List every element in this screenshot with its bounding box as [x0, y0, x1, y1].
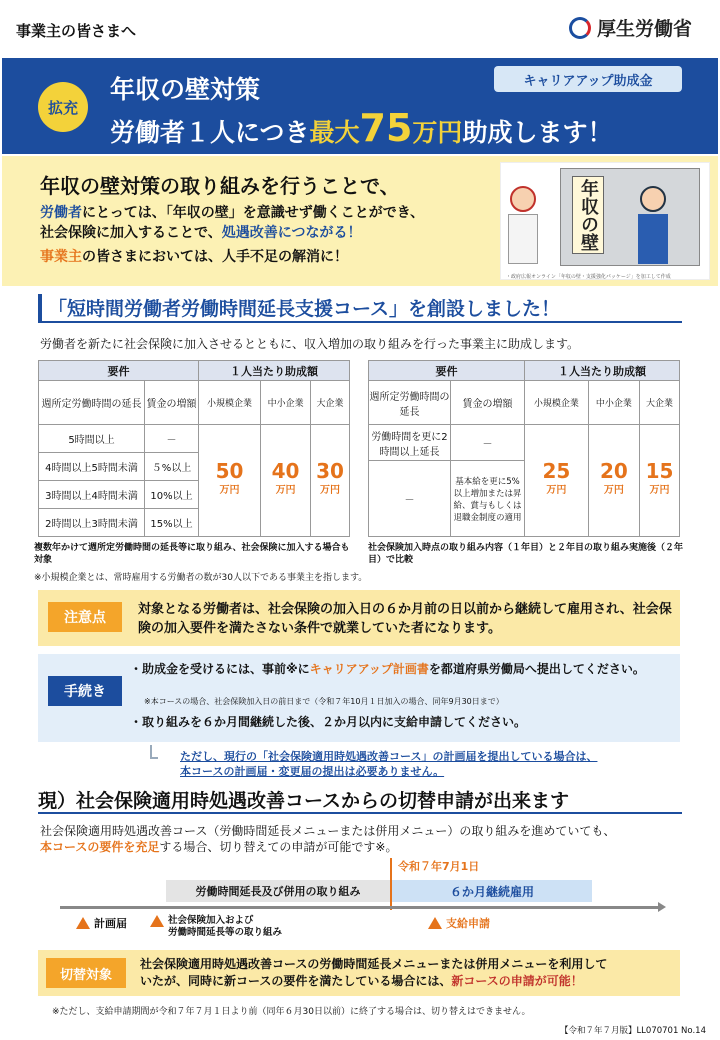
timeline-arrow-icon [658, 902, 666, 912]
table-b-col-wage: 賃金の増額 [451, 381, 525, 425]
attention-text: 対象となる労働者は、社会保険の加入日の６か月前の日以前から継続して雇用され、社会保険の加入要件を満たさない条件で就業していた者になります。 [138, 602, 672, 636]
table-a-value-mid: 40 万円 [261, 425, 311, 537]
timeline-date: 令和７年7月1日 [398, 860, 480, 873]
intro-title: 年収の壁対策の取り組みを行うことで、 [40, 174, 400, 198]
table-cell: 10%以上 [145, 481, 199, 509]
expansion-badge: 拡充 [38, 82, 88, 132]
table-b-req-header: 要件 [369, 361, 525, 381]
intro-l1-text: にとっては、「年収の壁」を意識せず働くことができ、 [82, 205, 425, 221]
table-b-amount-header: １人当たり助成額 [525, 361, 680, 381]
table-b-large: 大企業 [640, 381, 680, 425]
career-up-tag: キャリアアップ助成金 [494, 66, 682, 92]
intro-line-1 [40, 202, 424, 222]
requirement-highlight: 本コースの要件を充足 [40, 840, 160, 854]
header-addressee: 事業主の皆さまへ [16, 22, 137, 40]
table-a-req-header: 要件 [39, 361, 199, 381]
timeline-phase-employment: ６か月継続雇用 [392, 880, 592, 902]
table-a-col-wage: 賃金の増額 [145, 381, 199, 425]
intro-line-2 [40, 222, 361, 242]
table-b-value-large: 15 万円 [640, 425, 680, 537]
triangle-icon [428, 917, 442, 929]
section2-title: 現）社会保険適用時処遇改善コースからの切替申請が出来ます [38, 790, 570, 812]
section1-desc: 労働者を新たに社会保険に加入させるとともに、収入増加の取り組みを行った事業主に助成します。 [40, 337, 580, 351]
attention-label: 注意点 [48, 602, 122, 632]
table-a-small: 小規模企業 [199, 381, 261, 425]
table-a-value-large: 30 万円 [311, 425, 350, 537]
grant-table-b [368, 360, 680, 537]
switch-text: 社会保険適用時処遇改善コースの労働時間延長メニューまたは併用メニューを利用して いたが、同時に新コースの要件を満たしている場合には、新コースの申請が可能！ [140, 957, 608, 988]
table-b-mid: 中小企業 [588, 381, 639, 425]
intro-l2-text: 社会保険に加入することで、 [40, 225, 222, 241]
ministry-name: 厚生労働省 [596, 18, 692, 40]
banner-title: 年収の壁対策 [110, 75, 261, 104]
timeline-milestone-apply: 支給申請 [428, 915, 490, 931]
switch-label: 切替対象 [46, 958, 126, 988]
table-cell: ５%以上 [145, 453, 199, 481]
table-b-col-hours: 週所定労働時間の延長 [369, 381, 451, 425]
procedure-small-note: ※本コースの場合、社会保険加入日の前日まで（令和７年10月１日加入の場合、同年9月30日まで） [144, 697, 504, 706]
timeline-milestone-enroll: 社会保険加入および 労働時間延長等の取り組み [150, 915, 282, 939]
banner-amount: 75 [359, 106, 413, 150]
banner-unit: 万円 [412, 118, 463, 147]
timeline-phase-extension: 労働時間延長及び併用の取り組み [166, 880, 390, 902]
table-row: － [369, 461, 451, 537]
table-row: 5時間以上 [39, 425, 145, 453]
procedure-label: 手続き [48, 676, 122, 706]
section2-divider [38, 812, 682, 814]
table-cell: 15%以上 [145, 509, 199, 537]
section2-desc: 社会保険適用時処遇改善コース（労働時間延長メニューまたは併用メニュー）の取り組みを進めていても、 本コースの要件を充足する場合、切り替えての申請が可能です※。 [40, 824, 616, 854]
employer-figure [506, 186, 540, 270]
intro-employer: 事業主 [40, 249, 82, 265]
procedure-step-2: ・取り組みを６か月間継続した後、２か月以内に支給申請してください。 [130, 715, 527, 729]
table-cell: － [451, 425, 525, 461]
wall-sign: 年収の壁 [572, 176, 604, 254]
timeline-milestone-plan: 計画届 [76, 915, 127, 931]
table-row: 4時間以上5時間未満 [39, 453, 145, 481]
table-b-note: 社会保険加入時点の取り組み内容（１年目）と２年目の取り組み実施後（２年目）で比較 [368, 543, 684, 565]
table-row: 2時間以上3時間未満 [39, 509, 145, 537]
table-a-mid: 中小企業 [261, 381, 311, 425]
table-row: 3時間以上4時間未満 [39, 481, 145, 509]
table-b-value-mid: 20 万円 [588, 425, 639, 537]
ministry-logo-icon [569, 17, 591, 39]
table-a-large: 大企業 [311, 381, 350, 425]
table-b-value-small: 25 万円 [525, 425, 589, 537]
procedure-note: ただし、現行の「社会保険適用時処遇改善コース」の計画届を提出している場合は、 本コースの計画届・変更届の提出は必要ありません。 [180, 750, 598, 778]
small-company-note: ※小規模企業とは、常時雇用する労働者の数が30人以下である事業主を指します。 [34, 573, 368, 583]
illustration-credit: ・政府広報オンライン「年収の壁・支援強化パッケージ」を加工して作成 [506, 274, 671, 280]
ministry-logo [569, 14, 692, 41]
intro-worker: 労働者 [40, 205, 82, 221]
version-label: 【令和７年７月版】LL070701 No.14 [559, 1026, 706, 1036]
banner-subtitle [110, 106, 612, 150]
footer-note: ※ただし、支給申請期間が令和７年７月１日より前（同年６月30日以前）に終了する場合は、切り替えはできません。 [52, 1007, 531, 1017]
table-cell: － [145, 425, 199, 453]
banner-per-worker: 労働者１人につき [110, 118, 310, 147]
triangle-icon [150, 915, 164, 927]
intro-l3-text: の皆さまにおいては、人手不足の解消に！ [82, 249, 348, 265]
worker-figure [636, 186, 670, 270]
switch-highlight: 新コースの申請が可能！ [451, 974, 583, 988]
grant-table-a [38, 360, 350, 537]
table-a-value-small: 50 万円 [199, 425, 261, 537]
table-a-amount-header: １人当たり助成額 [199, 361, 350, 381]
table-b-small: 小規模企業 [525, 381, 589, 425]
intro-line-3 [40, 246, 348, 266]
career-plan-text: キャリアアップ計画書 [309, 662, 429, 676]
section1-title: 「短時間労働者労働時間延長支援コース」を創設しました！ [38, 294, 560, 321]
note-connector [150, 745, 158, 759]
banner-grant: 助成します！ [462, 118, 613, 147]
table-a-col-hours: 週所定労働時間の延長 [39, 381, 145, 425]
triangle-icon [76, 917, 90, 929]
section1-divider [38, 321, 682, 323]
timeline-axis [60, 906, 660, 909]
table-cell: 基本給を更に5%以上増加または昇給、賞与もしくは退職金制度の適用 [451, 461, 525, 537]
table-row: 労働時間を更に2時間以上延長 [369, 425, 451, 461]
banner-max: 最大 [309, 118, 360, 147]
table-a-note: 複数年かけて週所定労働時間の延長等に取り組み、社会保険に加入する場合も対象 [34, 543, 350, 565]
intro-l2-highlight: 処遇改善につながる！ [221, 225, 362, 241]
procedure-step-1: ・助成金を受けるには、事前※にキャリアアップ計画書を都道府県労働局へ提出してください。 [130, 662, 645, 676]
